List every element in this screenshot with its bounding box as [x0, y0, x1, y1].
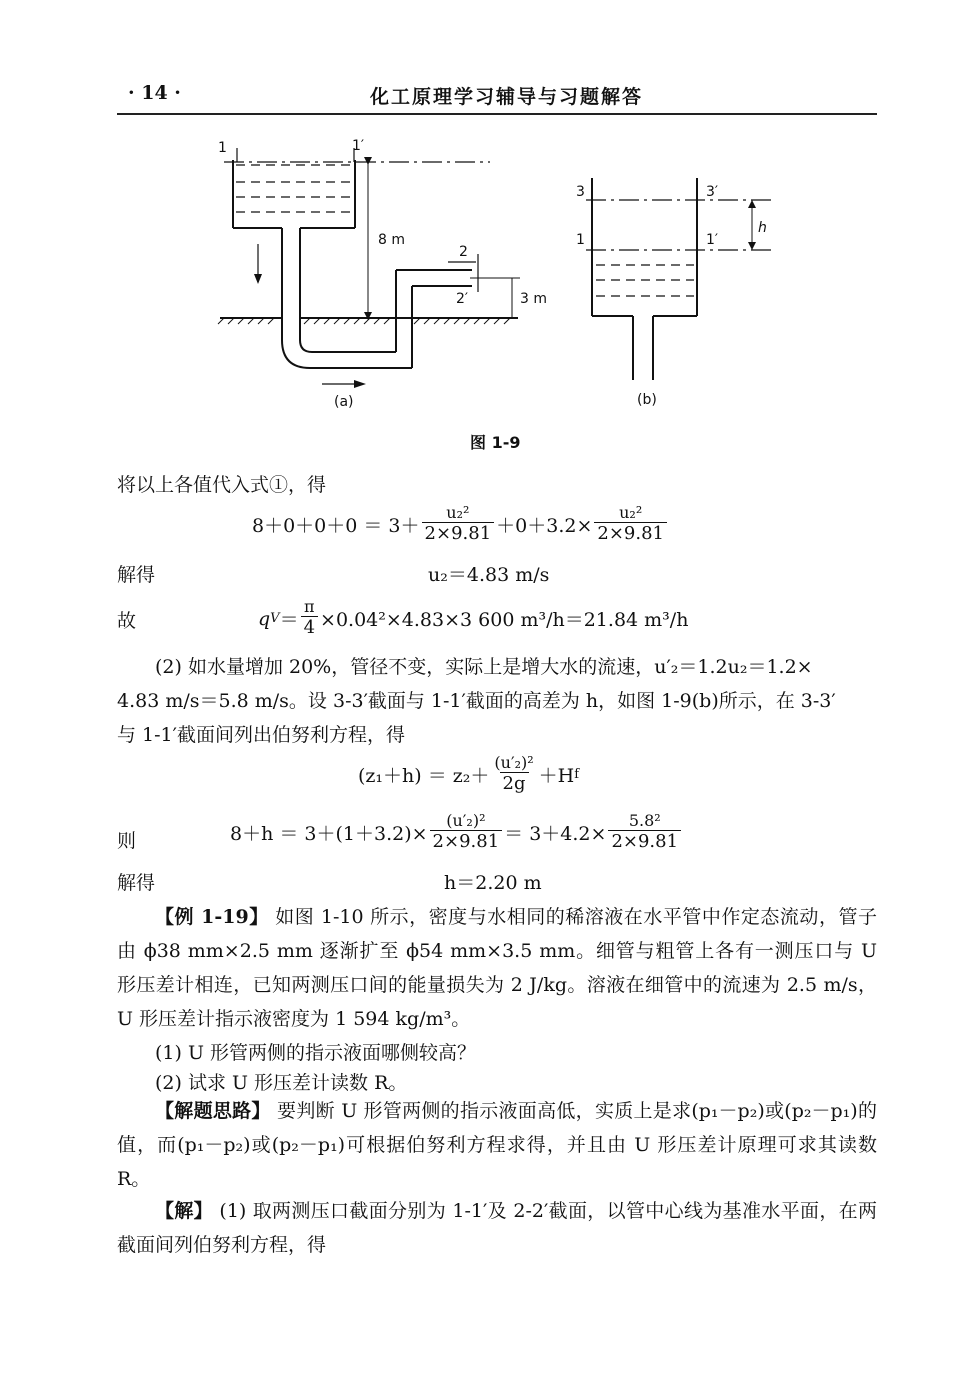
solve1-value: u₂＝4.83 m/s — [428, 564, 550, 586]
b-sec3p: 3′ — [706, 184, 719, 200]
a-height3: 3 m — [520, 291, 547, 307]
qv-equation: q V ＝ $\frac{\pi}{4}$ ×0.04²×4.83×3 600 m³/h＝21.84 m³/h — [258, 597, 689, 638]
b-sec1p: 1′ — [706, 232, 719, 248]
intro-text: 将以上各值代入式①，得 — [117, 474, 327, 496]
b-h: h — [758, 220, 767, 236]
a-height8: 8 m — [378, 232, 405, 248]
solution: 【解】 (1) 取两测压口截面分别为 1-1′及 2-2′截面，以管中心线为基准水平面，在两截面间列伯努利方程，得 — [117, 1200, 877, 1256]
running-title: 化工原理学习辅导与习题解答 — [370, 86, 644, 108]
a-sec2p: 2′ — [456, 291, 469, 307]
equation-1: 8＋0＋0＋0 ＝ 3＋ $\frac{\text{u₂²}}{2\times 9.81}$ ＋0＋3.2× $\frac{\text{u₂²}}{2\times 9.81}$ — [252, 504, 669, 545]
a-sec1p: 1′ — [352, 138, 365, 154]
figure-1-9 — [0, 0, 980, 460]
a-label: (a) — [334, 394, 354, 410]
b-sec3: 3 — [576, 184, 585, 200]
solve2-label: 解得 — [117, 872, 156, 894]
a-sec1: 1 — [218, 140, 227, 156]
paragraph-2: (2) 如水量增加 20%，管径不变，实际上是增大水的流速，u′₂＝1.2u₂＝1.2× 4.83 m/s＝5.8 m/s。设 3-3′截面与 1-1′截面的高差为 h，如图 1-9(b)所示，在 3-3′ 与 1-1′截面间列出伯努利方程，得 — [117, 656, 836, 746]
question-2: (2) 试求 U 形压差计读数 R。 — [155, 1072, 408, 1094]
thus-label: 故 — [117, 610, 137, 632]
a-sec2: 2 — [459, 244, 468, 260]
equation-2: (z₁＋h) ＝ z₂＋ $\frac{\text{(u′₂)²}}{2g}$ ＋H f — [358, 753, 580, 794]
then-label: 则 — [117, 830, 137, 852]
page-number: · 14 · — [128, 82, 181, 104]
solve1-label: 解得 — [117, 564, 156, 586]
figure-caption: 图 1-9 — [470, 433, 521, 452]
b-sec1: 1 — [576, 232, 585, 248]
equation-3: 8＋h ＝ 3＋(1＋3.2)× $\frac{\text{(u′₂)²}}{2\times 9.81}$ ＝ 3＋4.2× $\frac{\text{5.8²}}{2\times 9.81}$ — [230, 812, 683, 853]
question-1: (1) U 形管两侧的指示液面哪侧较高？ — [155, 1042, 477, 1064]
b-label: (b) — [637, 392, 657, 408]
solve2-value: h＝2.20 m — [444, 872, 542, 894]
figure-a — [218, 148, 520, 384]
example-1-19: 【例 1-19】 如图 1-10 所示，密度与水相同的稀溶液在水平管中作定态流动，管子由 ϕ38 mm×2.5 mm 逐渐扩至 ϕ54 mm×3.5 mm。细管与粗管上各有一测压口与 U 形压差计相连，已知两测压口间的能量损失为 2 J/kg。溶液在细管中的流速为 2.5 m/s，U 形压差计指示液密度为 1 594 kg/m³。 — [117, 906, 877, 1030]
solution-idea: 【解题思路】 要判断 U 形管两侧的指示液面高低，实质上是求(p₁－p₂)或(p₂－p₁)的值，而(p₁－p₂)或(p₂－p₁)可根据伯努利方程求得，并且由 U 形压差计原理可求其读数 R。 — [117, 1100, 877, 1190]
figure-b — [586, 178, 772, 380]
